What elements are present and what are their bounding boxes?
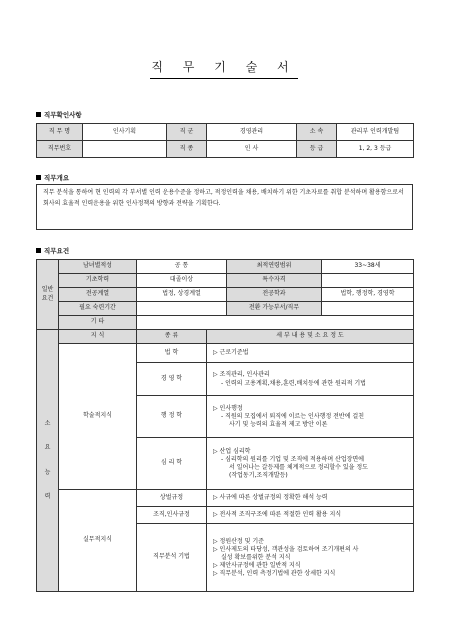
- dept-label: 소 속: [297, 124, 337, 141]
- knowledge-type: 심 리 학: [137, 438, 207, 490]
- knowledge-detail: ▷ 전사적 조직구조에 따른 적절한 인력 활용 지식: [207, 507, 414, 524]
- knowledge-type: 행 정 학: [137, 396, 207, 438]
- knowledge-detail: ▷ 근로기준법: [207, 344, 414, 363]
- knowledge-detail: ▷ 사규에 따른 상벌규정의 정확한 해석 능력: [207, 490, 414, 507]
- square-bullet-icon: [36, 248, 41, 253]
- group-value: 경영관리: [207, 124, 297, 141]
- job-summary: 직무 분석을 통하여 현 인력의 각 부서별 인력 운용수준을 정하고, 적정인력을 채용, 배치하기 위한 기초자료를 취합 분석하며 활용함으로서 회사의 효율적 인력운용을 위한 인사정책의 방향과 전략을 기획한다.: [36, 184, 413, 230]
- knowledge-header: 지 식: [59, 330, 137, 344]
- type-label: 직 종: [167, 141, 207, 158]
- knowledge-detail: ▷ 조직관리, 인사관리 - 인력의 고용계획,채용,훈련,배치등에 관한 원리적 기법: [207, 363, 414, 396]
- academic-knowledge-label: 학술적지식: [59, 344, 137, 490]
- job-info-table: [36, 123, 414, 158]
- detail-header: 세 부 내 용 및 소 요 정 도: [207, 330, 414, 344]
- etc-label: 기 타: [59, 316, 137, 330]
- page-title: 직 무 기 술 서: [150, 58, 298, 79]
- square-bullet-icon: [36, 175, 41, 180]
- practical-knowledge-label: 실무적지식: [59, 490, 137, 592]
- job-name-value: 인사기획: [83, 124, 167, 141]
- transfer-label: 전환 가능부서/직무: [227, 302, 322, 316]
- group-label: 직 군: [167, 124, 207, 141]
- knowledge-detail: ▷ 산업 심리학 - 심리학의 원리를 기업 및 조직에 적용하며 산업장면에 서 일어나는 갈등제를 체계적으로 정리할수 있을 정도 (작업동기,조직개발등): [207, 438, 414, 490]
- age-value: 33~38세: [322, 260, 414, 274]
- knowledge-type: 경 영 학: [137, 363, 207, 396]
- section-heading-requirements: 직무요건: [36, 246, 69, 255]
- period-label: 필요 숙련기간: [59, 302, 137, 316]
- major-label: 전공학과: [227, 288, 322, 302]
- major-value: 법학, 행정학, 경영학: [322, 288, 414, 302]
- gender-value: 공 통: [137, 260, 227, 274]
- section-heading-overview: 직무개요: [36, 173, 69, 182]
- period-value: [137, 302, 227, 316]
- job-no-value: [83, 141, 167, 158]
- square-bullet-icon: [36, 112, 41, 117]
- knowledge-type: 직무분석 기법: [137, 524, 207, 592]
- section-heading-check: 직무확인사항: [36, 110, 82, 119]
- grade-label: 등 급: [297, 141, 337, 158]
- type-header: 종 류: [137, 330, 207, 344]
- transfer-value: [322, 302, 414, 316]
- age-label: 최적연령범위: [227, 260, 322, 274]
- cert-label: 특수자격: [227, 274, 322, 288]
- field-label: 전공계열: [59, 288, 137, 302]
- job-name-label: 직 무 명: [37, 124, 83, 141]
- knowledge-type: 법 학: [137, 344, 207, 363]
- etc-value: [137, 316, 414, 330]
- job-no-label: 직무번호: [37, 141, 83, 158]
- knowledge-type: 조직,인사규정: [137, 507, 207, 524]
- field-value: 법정, 상경계열: [137, 288, 227, 302]
- edu-value: 대졸이상: [137, 274, 227, 288]
- knowledge-detail: ▷ 인사행정 - 직원의 모집에서 퇴직에 이르는 인사행정 전반에 걸친 사기 및 능력의 효율적 제고 방안 이론: [207, 396, 414, 438]
- dept-value: 관리부 인력개발팀: [337, 124, 414, 141]
- gender-label: 남녀별적성: [59, 260, 137, 274]
- requirements-table: [36, 259, 414, 592]
- knowledge-detail: ▷ 정원산정 및 기준 ▷ 인사제도의 타당성, 객관성을 검토하여 조기개편의 사 실성 확보를위한 분석 지식 ▷ 제안사규정에 관한 일반적 지식 ▷ 직무분석, 인력 측정기법에 관한 상세한 지식: [207, 524, 414, 592]
- grade-value: 1, 2, 3 등급: [337, 141, 414, 158]
- general-side-label: 일반 요건: [37, 260, 59, 330]
- type-value: 인 사: [207, 141, 297, 158]
- cert-value: [322, 274, 414, 288]
- ability-side-label: 소 요 능 력: [37, 330, 59, 592]
- edu-label: 기초학력: [59, 274, 137, 288]
- knowledge-type: 상벌규정: [137, 490, 207, 507]
